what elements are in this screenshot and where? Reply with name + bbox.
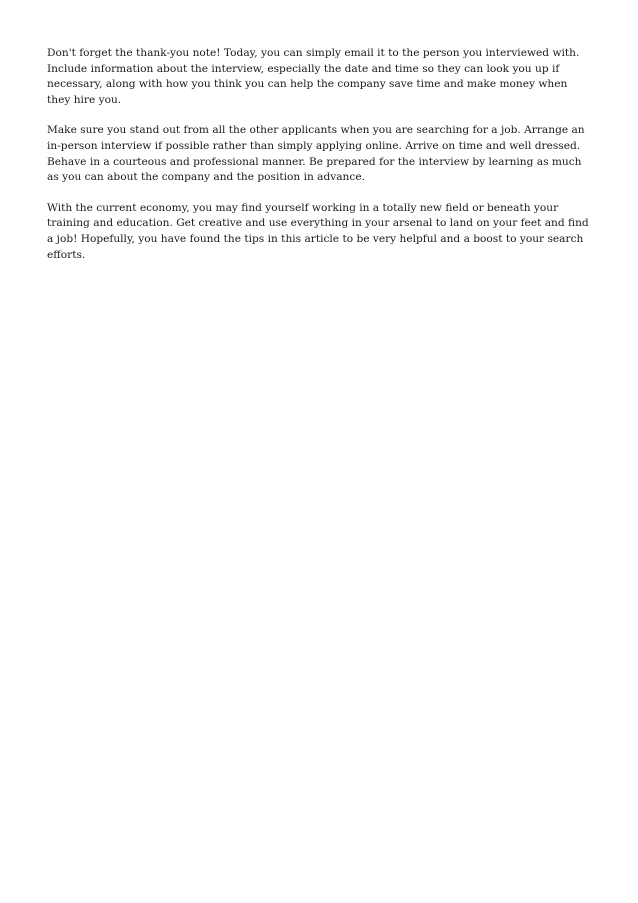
text-line: as you can about the company and the position in advance. (47, 171, 365, 184)
text-line: Include information about the interview, especially the date and time so they can look you up if (47, 62, 560, 75)
text-line: training and education. Get creative and use everything in your arsenal to land on your feet and find (47, 217, 589, 230)
document-body (47, 46, 597, 278)
text-line: With the current economy, you may find yourself working in a totally new field or beneath your (47, 201, 559, 214)
text-line: necessary, along with how you think you can help the company save time and make money when (47, 78, 568, 91)
text-line: they hire you. (47, 93, 122, 106)
paragraph-thank-you-note (47, 46, 597, 108)
text-line: Behave in a courteous and professional manner. Be prepared for the interview by learning as much (47, 155, 582, 168)
paragraph-stand-out (47, 123, 597, 185)
text-line: Don't forget the thank-you note! Today, you can simply email it to the person you interviewed with. (47, 47, 580, 59)
paragraph-current-economy (47, 201, 597, 263)
text-line: in-person interview if possible rather than simply applying online. Arrive on time and well dressed. (47, 139, 581, 152)
text-line: Make sure you stand out from all the other applicants when you are searching for a job. Arrange an (47, 124, 585, 137)
text-line: a job! Hopefully, you have found the tips in this article to be very helpful and a boost to your search (47, 232, 584, 245)
text-line: efforts. (47, 248, 86, 261)
